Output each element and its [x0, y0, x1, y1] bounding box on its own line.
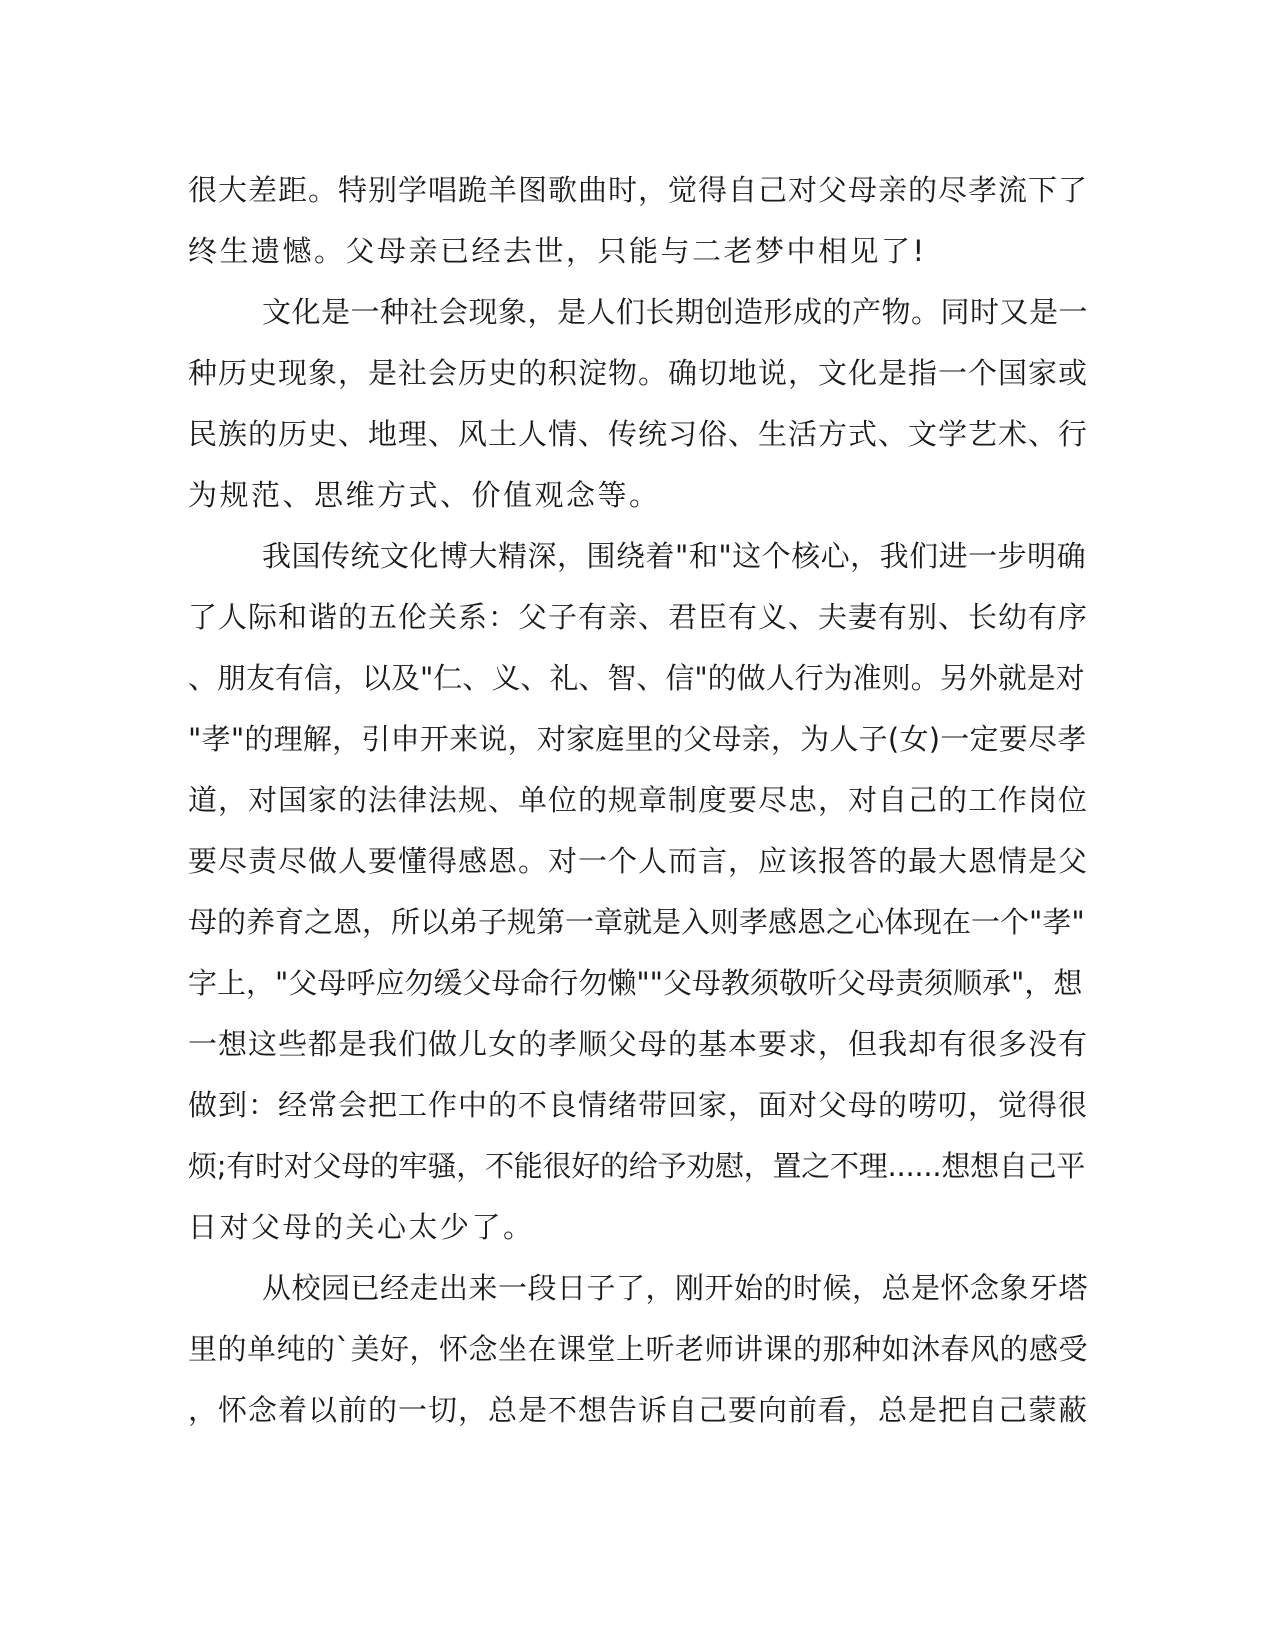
- text-line: 做到：经常会把工作中的不良情绪带回家，面对父母的唠叨，觉得很: [188, 1088, 1089, 1122]
- text-line: 很大差距。特别学唱跪羊图歌曲时，觉得自己对父母亲的尽孝流下了: [188, 173, 1089, 207]
- paragraph-3: [188, 526, 1088, 1258]
- text-line: 从校园已经走出来一段日子了，刚开始的时候，总是怀念象牙塔: [262, 1271, 1089, 1305]
- text-line: 烦;有时对父母的牢骚，不能很好的给予劝慰，置之不理......想想自己平: [188, 1149, 1086, 1183]
- text-line: 日对父母的关心太少了。: [188, 1210, 535, 1244]
- text-line: 文化是一种社会现象，是人们长期创造形成的产物。同时又是一: [262, 295, 1089, 329]
- text-line: "孝"的理解，引申开来说，对家庭里的父母亲，为人子(女)一定要尽孝: [188, 722, 1087, 756]
- text-line: 一想这些都是我们做儿女的孝顺父母的基本要求，但我却有很多没有: [188, 1027, 1089, 1061]
- text-line: 为规范、思维方式、价值观念等。: [188, 478, 661, 512]
- text-line: 种历史现象，是社会历史的积淀物。确切地说，文化是指一个国家或: [188, 356, 1089, 390]
- paragraph-1: [188, 160, 1088, 282]
- text-line: 终生遗憾。父母亲已经去世，只能与二老梦中相见了!: [188, 234, 927, 268]
- text-line: 了人际和谐的五伦关系：父子有亲、君臣有义、夫妻有别、长幼有序: [188, 600, 1089, 634]
- paragraph-2: [188, 282, 1088, 526]
- text-line: 要尽责尽做人要懂得感恩。对一个人而言，应该报答的最大恩情是父: [188, 844, 1089, 878]
- text-line: 母的养育之恩，所以弟子规第一章就是入则孝感恩之心体现在一个"孝": [188, 905, 1085, 939]
- text-line: 道，对国家的法律法规、单位的规章制度要尽忠，对自己的工作岗位: [188, 783, 1089, 817]
- text-line: 、朋友有信，以及"仁、义、礼、智、信"的做人行为准则。另外就是对: [188, 661, 1085, 695]
- text-line: 民族的历史、地理、风土人情、传统习俗、生活方式、文学艺术、行: [188, 417, 1089, 451]
- text-line: 字上，"父母呼应勿缓父母命行勿懒""父母教须敬听父母责须顺承"，想: [188, 966, 1083, 1000]
- paragraph-4: [188, 1258, 1088, 1441]
- document-body: [188, 160, 1088, 1441]
- text-line: 我国传统文化博大精深，围绕着"和"这个核心，我们进一步明确: [262, 539, 1087, 573]
- text-line: ，怀念着以前的一切，总是不想告诉自己要向前看，总是把自己蒙蔽: [188, 1393, 1089, 1427]
- text-line: 里的单纯的`美好，怀念坐在课堂上听老师讲课的那种如沐春风的感受: [188, 1332, 1089, 1366]
